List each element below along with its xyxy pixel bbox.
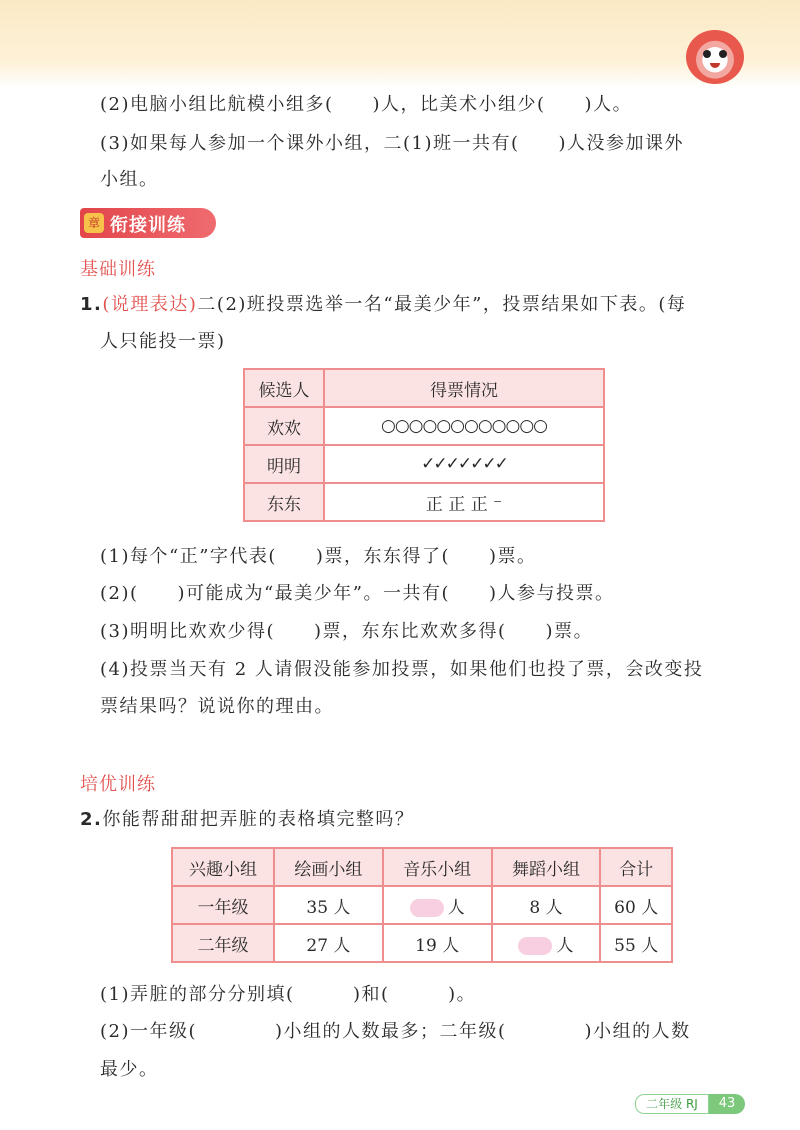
mascot-icon — [686, 30, 744, 84]
table-row — [244, 445, 604, 483]
section-badge — [80, 208, 216, 238]
table-row — [244, 483, 604, 521]
table-header-cell: 舞蹈小组 — [492, 848, 601, 886]
sub-question: (1)每个“正”字代表( )票，东东得了( )票。 — [100, 546, 537, 567]
table-cell: 35 人 — [274, 886, 383, 924]
table-header-row — [172, 848, 672, 886]
row-label: 一年级 — [172, 886, 274, 924]
question-line: (3)如果每人参加一个课外小组，二(1)班一共有( )人没参加课外 — [100, 133, 685, 154]
question-tag: (说理表达) — [102, 294, 198, 315]
table-header-row — [244, 369, 604, 407]
question-1 — [80, 293, 686, 317]
vote-table — [243, 368, 605, 522]
interest-group-table — [171, 847, 673, 963]
question-text: 人只能投一票) — [100, 331, 226, 352]
table-header-cell: 兴趣小组 — [172, 848, 274, 886]
table-header-cell: 音乐小组 — [383, 848, 492, 886]
basic-heading: 基础训练 — [80, 259, 156, 280]
sub-question: (3)明明比欢欢少得( )票，东东比欢欢多得( )票。 — [100, 621, 594, 642]
table-cell: 19 人 — [383, 924, 492, 962]
question-line: (2)电脑小组比航模小组多( )人，比美术小组少( )人。 — [100, 94, 633, 115]
table-cell: 27 人 — [274, 924, 383, 962]
table-cell: 8 人 — [492, 886, 601, 924]
table-cell: 55 人 — [600, 924, 672, 962]
sub-question: (2)一年级( )小组的人数最多；二年级( )小组的人数 — [100, 1021, 691, 1042]
question-number: 2. — [80, 809, 103, 830]
book-icon: 章 — [84, 213, 104, 233]
question-2 — [80, 808, 414, 832]
table-header-cell: 合计 — [600, 848, 672, 886]
smudge-mark — [410, 899, 444, 917]
vote-marks: ○○○○○○○○○○○○ — [324, 407, 604, 445]
sub-question: 最少。 — [100, 1059, 159, 1080]
page-footer — [635, 1094, 745, 1112]
sub-question: (1)弄脏的部分分别填( )和( )。 — [100, 984, 477, 1005]
question-text: 你能帮甜甜把弄脏的表格填完整吗？ — [102, 809, 415, 830]
question-line: 小组。 — [100, 169, 159, 190]
vote-marks: 正 正 正 ⁻ — [324, 483, 604, 521]
row-label: 二年级 — [172, 924, 274, 962]
question-number: 1. — [80, 294, 103, 315]
question-text: 二(2)班投票选举一名“最美少年”，投票结果如下表。(每 — [197, 294, 687, 315]
table-cell-smudged — [492, 924, 601, 962]
table-row — [244, 407, 604, 445]
table-header-cell: 候选人 — [244, 369, 324, 407]
table-row — [172, 924, 672, 962]
candidate-name: 欢欢 — [244, 407, 324, 445]
smudge-mark — [518, 937, 552, 955]
grade-label: 二年级 RJ — [635, 1094, 709, 1114]
vote-marks: ✓✓✓✓✓✓✓ — [324, 445, 604, 483]
table-cell: 60 人 — [600, 886, 672, 924]
table-header-cell: 绘画小组 — [274, 848, 383, 886]
sub-question: (2)( )可能成为“最美少年”。一共有( )人参与投票。 — [100, 583, 615, 604]
section-title: 衔接训练 — [110, 215, 186, 236]
sub-question: (4)投票当天有 2 人请假没能参加投票，如果他们也投了票，会改变投 — [100, 659, 704, 680]
table-cell-unit: 人 — [556, 935, 574, 956]
candidate-name: 东东 — [244, 483, 324, 521]
page-number: 43 — [709, 1094, 745, 1114]
table-cell-unit: 人 — [447, 897, 465, 918]
candidate-name: 明明 — [244, 445, 324, 483]
header-band — [0, 0, 800, 88]
table-row — [172, 886, 672, 924]
table-header-cell: 得票情况 — [324, 369, 604, 407]
sub-question: 票结果吗？说说你的理由。 — [100, 696, 334, 717]
advanced-heading: 培优训练 — [80, 774, 156, 795]
table-cell-smudged — [383, 886, 492, 924]
